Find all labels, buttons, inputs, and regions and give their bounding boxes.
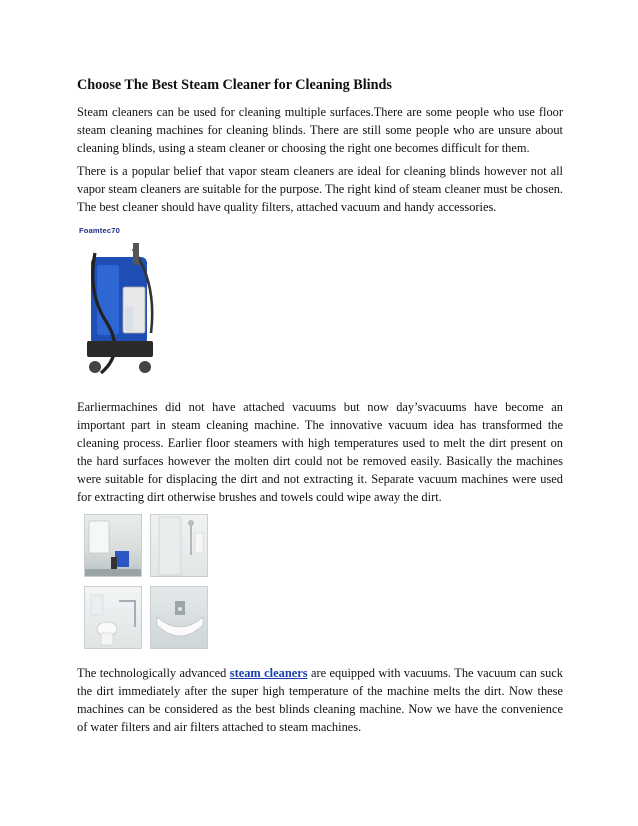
paragraph-belief: [77, 162, 563, 216]
bathroom-photo-2-illustration: [151, 515, 208, 577]
bathroom-photo-4: [150, 586, 208, 649]
paragraph-conclusion-end: are equipped with vacuums. The vacuum can suck the dirt immediately after the super high temperature of the machine melts the dirt. Now these machines can be considered as the best blinds cleaning machine. Now we have the convenience of water filters and air filters attached to steam machines.: [77, 666, 563, 734]
paragraph-conclusion-text: [77, 664, 563, 736]
bathroom-photo-1-illustration: [85, 515, 142, 577]
paragraph-intro-text: Steam cleaners can be used for cleaning multiple surfaces.There are some people who use floor steam cleaning machines for cleaning blinds. There are still some people who are unsure about cleaning blinds, using a steam cleaner or choosing the right one becomes difficult for them.: [77, 105, 563, 155]
bathroom-photo-2: [150, 514, 208, 577]
paragraph-history-text: Earliermachines did not have attached vacuums but now day’svacuums have become an important part in steam cleaning machine. The innovative vacuum idea has transformed the cleaning process. Earlier floor steamers with high temperatures used to melt the dirt present on the hard surfaces however the molten dirt could not be removed easily. Basically the machines were suitable for displacing the dirt and not extracting it. Separate vacuum machines were used for extracting dirt otherwise brushes and towels could wipe away the dirt.: [77, 400, 563, 504]
bathroom-photo-3: [84, 586, 142, 649]
page-title: Choose The Best Steam Cleaner for Cleaning Blinds: [77, 77, 392, 93]
steam-cleaner-image: [77, 223, 167, 383]
bathroom-photo-1: [84, 514, 142, 577]
paragraph-conclusion-start: The technologically advanced: [77, 666, 230, 680]
bathroom-photo-3-illustration: [85, 587, 142, 649]
paragraph-intro: [77, 103, 563, 157]
paragraph-belief-text: There is a popular belief that vapor steam cleaners are ideal for cleaning blinds however not all vapor steam cleaners are suitable for the purpose. The right kind of steam cleaner must be chosen. The best cleaner should have quality filters, attached vacuum and handy accessories.: [77, 164, 563, 214]
image-caption-foamtec70: Foamtec70: [79, 226, 120, 235]
steam-cleaners-link[interactable]: steam cleaners: [229, 666, 308, 680]
bathroom-photo-4-illustration: [151, 587, 208, 649]
steam-cleaner-illustration: [77, 223, 167, 383]
paragraph-conclusion: [77, 664, 563, 736]
paragraph-history: [77, 398, 563, 506]
